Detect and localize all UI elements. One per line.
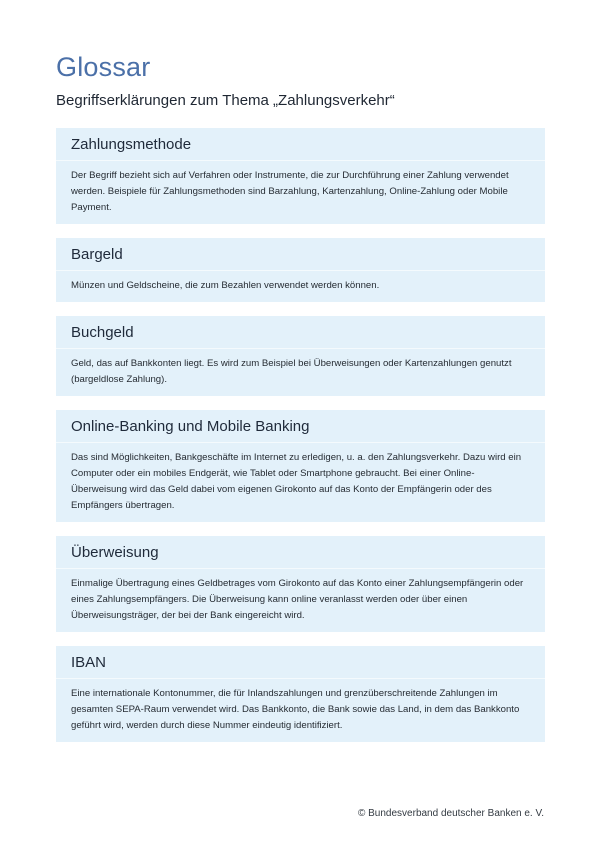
glossary-term: Überweisung xyxy=(56,536,545,569)
glossary-definition: Münzen und Geldscheine, die zum Bezahlen verwendet werden können. xyxy=(71,280,380,291)
glossary-entry-iban xyxy=(56,646,545,742)
glossary-definition: Geld, das auf Bankkonten liegt. Es wird zum Beispiel bei Überweisungen oder Kartenzahlungen genutzt (bargeldlose Zahlung). xyxy=(71,358,512,385)
glossary-definition: Das sind Möglichkeiten, Bankgeschäfte im Internet zu erledigen, u. a. den Zahlungsverkehr. Dazu wird ein Computer oder ein mobiles Endgerät, wie Tablet oder Smartphone gebraucht. Bei einer Online-Überweisung wird das Geld dabei vom eigenen Girokonto auf das Konto der Empfängerin oder des Empfängers übertragen. xyxy=(71,452,522,511)
glossary-entry-zahlungsmethode xyxy=(56,128,545,224)
glossary-entry-buchgeld xyxy=(56,316,545,396)
page-title: Glossar xyxy=(56,52,151,82)
glossary-entry-ueberweisung xyxy=(56,536,545,632)
glossary-term: IBAN xyxy=(56,646,545,679)
glossary-entry-bargeld xyxy=(56,238,545,302)
glossary-term: Buchgeld xyxy=(56,316,545,349)
glossary-definition: Einmalige Übertragung eines Geldbetrages vom Girokonto auf das Konto einer Zahlungsempfängerin oder eines Zahlungsempfängers. Die Überweisung kann online veranlasst werden oder über einen Überweisungsträger, der bei der Bank eingereicht wird. xyxy=(71,578,524,621)
copyright-footer: © Bundesverband deutscher Banken e. V. xyxy=(357,808,544,819)
glossary-term: Zahlungsmethode xyxy=(56,128,545,161)
glossary-term: Bargeld xyxy=(56,238,545,271)
glossary-definition: Der Begriff bezieht sich auf Verfahren oder Instrumente, die zur Durchführung einer Zahlung verwendet werden. Beispiele für Zahlungsmethoden sind Barzahlung, Kartenzahlung, Online-Zahlung oder Mobile Payment. xyxy=(71,170,509,213)
glossary-definition: Eine internationale Kontonummer, die für Inlandszahlungen und grenzüberschreitende Zahlungen im gesamten SEPA-Raum verwendet wird. Das Bankkonto, die Bank sowie das Land, in dem das Bankkonto geführt wird, werden durch diese Nummer eindeutig identifiziert. xyxy=(71,688,520,731)
page-subtitle: Begriffserklärungen zum Thema „Zahlungsverkehr“ xyxy=(56,92,395,109)
glossary-list xyxy=(56,128,545,756)
glossary-entry-online-banking xyxy=(56,410,545,522)
glossary-term: Online-Banking und Mobile Banking xyxy=(56,410,545,443)
